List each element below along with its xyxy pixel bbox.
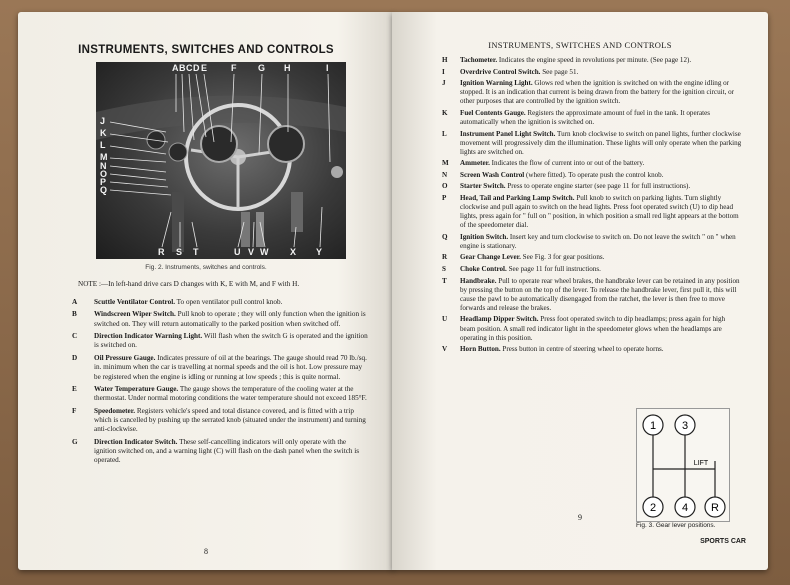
entry-s: S Choke Control. See page 11 for full instructions. bbox=[442, 265, 601, 274]
photo-label-a: A bbox=[172, 63, 179, 73]
left-entries-list bbox=[72, 298, 368, 469]
photo-label-j: J bbox=[100, 116, 106, 126]
entry-e: E Water Temperature Gauge. The gauge shows the temperature of the cooling water at the thermostat. Under normal motoring conditions the water temperature should not exceed 185°F. bbox=[72, 384, 367, 403]
photo-label-m: M bbox=[100, 152, 108, 162]
entry-t: T Handbrake. Pull to operate rear wheel brakes, the handbrake lever can be retained in any position by pressing the button on the top of the lever. To release the handbrake lever, first pull it, this will cause the pawl to be automatically disengaged from the ratchet, the lever is then free to move forwards and release the brakes. bbox=[442, 276, 740, 312]
figure-3-caption: Fig. 3. Gear lever positions. bbox=[636, 522, 716, 529]
entry-o: O Starter Switch. Press to operate engine starter (see page 11 for full instructions). bbox=[442, 182, 691, 191]
gear-2-label: 2 bbox=[649, 502, 657, 514]
photo-label-r: R bbox=[158, 247, 165, 257]
photo-label-n: N bbox=[100, 161, 107, 171]
gear-1-label: 1 bbox=[649, 420, 657, 432]
photo-label-y: Y bbox=[316, 247, 323, 257]
right-entries-list bbox=[442, 56, 742, 357]
entry-f: F Speedometer. Registers vehicle's speed and total distance covered, and is fitted with a trip which is cancelled by pushing up the serrated knob (situated under the instrument) and turning anti-clockwise. bbox=[72, 406, 366, 434]
left-page-number: 8 bbox=[204, 547, 208, 556]
entry-c: C Direction Indicator Warning Light. Will flash when the switch G is operated and the ignition is switched on. bbox=[72, 332, 368, 350]
photo-label-v: V bbox=[248, 247, 255, 257]
photo-label-l: L bbox=[100, 140, 106, 150]
photo-label-o: O bbox=[100, 169, 108, 179]
gear-reverse-label: R bbox=[711, 502, 719, 514]
open-booklet bbox=[18, 12, 768, 574]
entry-j: J Ignition Warning Light. Glows red when the ignition is switched on with the engine idling or stopped. It is an indication that current is being drawn from the battery for the ignition circuit, or other purposes that are controlled by the ignition switch. bbox=[442, 79, 735, 106]
entry-l: L Instrument Panel Light Switch. Turn knob clockwise to switch on panel lights, further clockwise movement will progressively dim the illumination. These lights will only operate when the parking lights are switched on. bbox=[442, 129, 742, 156]
gear-lift-label: LIFT bbox=[693, 460, 709, 467]
right-page bbox=[392, 12, 768, 570]
right-page-heading: INSTRUMENTS, SWITCHES AND CONTROLS bbox=[488, 40, 672, 50]
photo-label-f: F bbox=[231, 63, 237, 73]
gear-3-label: 3 bbox=[681, 420, 689, 432]
photo-label-d: D bbox=[193, 63, 200, 73]
photo-label-x: X bbox=[290, 247, 297, 257]
right-page-number: 9 bbox=[578, 513, 582, 522]
entry-m: M Ammeter. Indicates the flow of current into or out of the battery. bbox=[442, 159, 645, 168]
entry-q: Q Ignition Switch. Insert key and turn clockwise to switch on. Do not leave the switch " on " when engine is stationary. bbox=[442, 232, 736, 250]
photo-label-p: P bbox=[100, 177, 107, 187]
entry-a: A Scuttle Ventilator Control. To open ventilator pull control knob. bbox=[72, 298, 283, 306]
photo-label-k: K bbox=[100, 128, 107, 138]
entry-b: B Windscreen Wiper Switch. Pull knob to operate ; they will only function when the ignition is switched on. They will return automatically to the parked position when switched off. bbox=[72, 310, 366, 328]
gear-diagram bbox=[636, 408, 730, 522]
photo-label-s: S bbox=[176, 247, 183, 257]
left-page-heading: INSTRUMENTS, SWITCHES AND CONTROLS bbox=[78, 44, 334, 56]
photo-label-h: H bbox=[284, 63, 291, 73]
entry-d: D Oil Pressure Gauge. Indicates pressure of oil at the bearings. The gauge should read 70 lb./sq. in. minimum when the car is travelling at normal speeds and the oil is hot. Low pressure may be registered when the engine is idling or running at low speeds ; this is quite normal. bbox=[72, 353, 367, 381]
dashboard-photo bbox=[96, 62, 346, 259]
lhd-note: NOTE :—In left-hand drive cars D changes with K, E with M, and F with H. bbox=[78, 280, 300, 288]
photo-label-w: W bbox=[260, 247, 269, 257]
photo-label-c: C bbox=[186, 63, 193, 73]
gear-pattern-svg bbox=[637, 409, 729, 521]
photo-label-i: I bbox=[326, 63, 329, 73]
dashboard-illustration bbox=[96, 62, 346, 259]
photo-label-e: E bbox=[201, 63, 208, 73]
photo-label-b: B bbox=[179, 63, 186, 73]
entry-i: I Overdrive Control Switch. See page 51. bbox=[442, 67, 579, 76]
entry-v: V Horn Button. Press button in centre of steering wheel to operate horns. bbox=[442, 345, 664, 354]
left-page bbox=[18, 12, 394, 570]
entry-r: R Gear Change Lever. See Fig. 3 for gear positions. bbox=[442, 253, 605, 262]
photo-label-u: U bbox=[234, 247, 241, 257]
entry-u: U Headlamp Dipper Switch. Press foot operated switch to dip headlamps; press again for high beam position. A small red indicator light in the speedometer glows when the headlamps are operating in this position. bbox=[442, 315, 726, 342]
entry-n: N Screen Wash Control (where fitted). To operate push the control knob. bbox=[442, 170, 664, 179]
entry-p: P Head, Tail and Parking Lamp Switch. Pull knob to switch on parking lights. Turn slightly clockwise and pull again to switch on the head lights. Press foot operated switch (U) to dip head lights, press again for " full on " position, in which position a small red light appears at the bottom of the speedometer dial. bbox=[442, 194, 739, 230]
entry-h: H Tachometer. Indicates the engine speed in revolutions per minute. (See page 12). bbox=[442, 56, 692, 64]
entry-g: G Direction Indicator Switch. These self-cancelling indicators will only operate with the ignition switched on, and a warning light (C) will flash on the dash panel when the switch is operated. bbox=[72, 437, 360, 465]
gear-4-label: 4 bbox=[681, 502, 689, 514]
photo-label-q: Q bbox=[100, 185, 108, 195]
sports-car-footer: SPORTS CAR bbox=[700, 538, 746, 545]
photo-label-g: G bbox=[258, 63, 266, 73]
figure-2-caption: Fig. 2. Instruments, switches and controls. bbox=[145, 264, 267, 271]
photo-label-t: T bbox=[193, 247, 199, 257]
entry-k: K Fuel Contents Gauge. Registers the approximate amount of fuel in the tank. It operates automatically when the ignition is switched on. bbox=[442, 108, 711, 126]
